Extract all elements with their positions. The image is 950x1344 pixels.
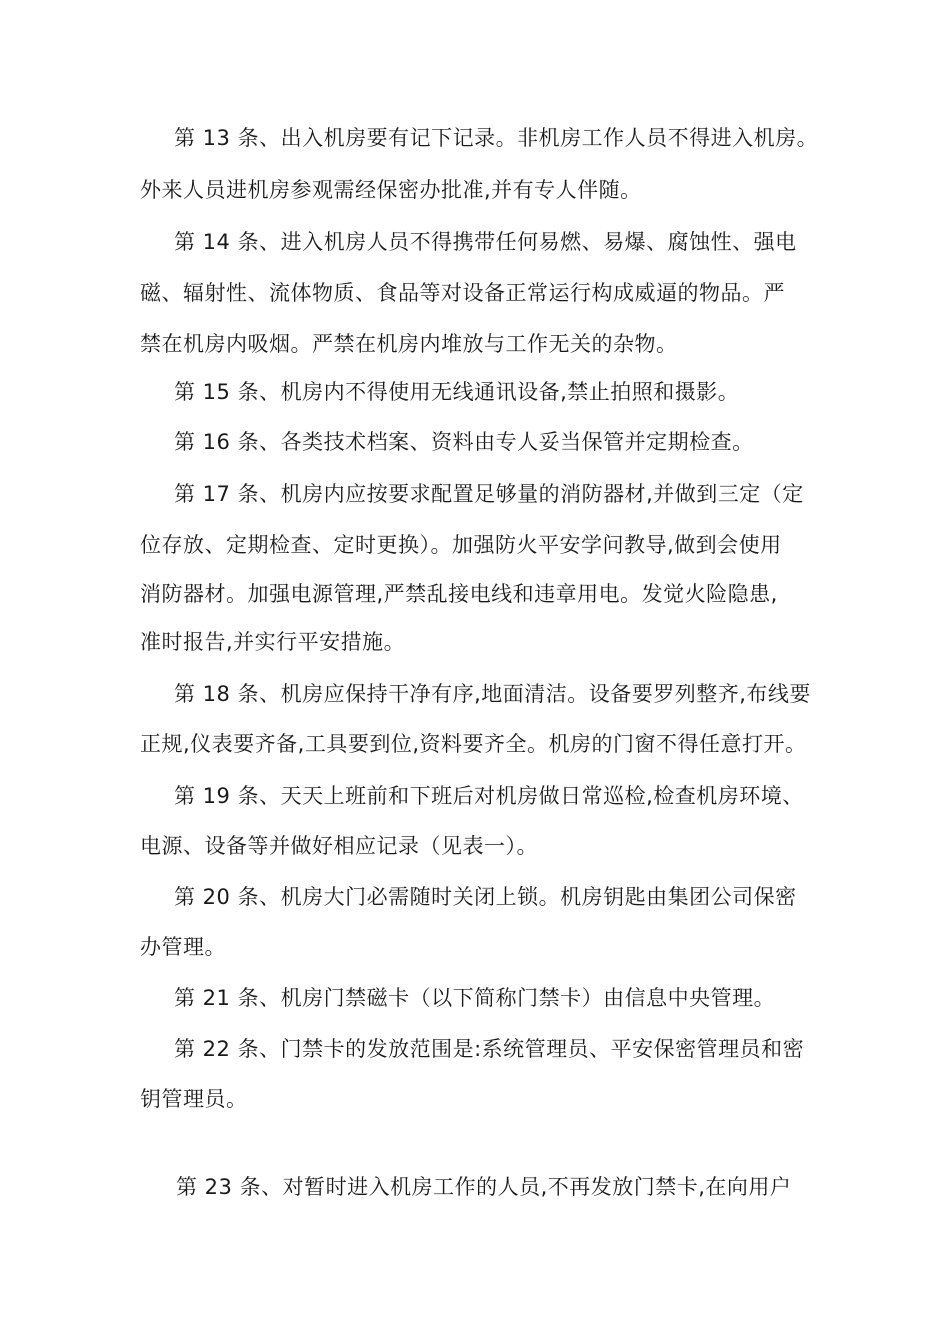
- article-17-line-2: 位存放、定期检查、定时更换）。加强防火平安学问教导,做到会使用: [140, 533, 782, 557]
- article-18-line-1: 第 18 条、机房应保持干净有序,地面清洁。设备要罗列整齐,布线要: [174, 682, 811, 706]
- article-22-line-2: 钥管理员。: [140, 1087, 248, 1111]
- article-17-line-3: 消防器材。加强电源管理,严禁乱接电线和违章用电。发觉火险隐患,: [140, 582, 778, 606]
- article-23-line-1: 第 23 条、对暂时进入机房工作的人员,不再发放门禁卡,在向用户: [176, 1175, 792, 1199]
- article-20-line-1: 第 20 条、机房大门必需随时关闭上锁。机房钥匙由集团公司保密: [174, 885, 797, 909]
- article-19-line-1: 第 19 条、天天上班前和下班后对机房做日常巡检,检查机房环境、: [174, 784, 804, 808]
- article-19-line-2: 电源、设备等并做好相应记录（见表一）。: [140, 834, 538, 858]
- article-16-line-1: 第 16 条、各类技术档案、资料由专人妥当保管并定期检查。: [174, 430, 754, 454]
- article-20-line-2: 办管理。: [140, 935, 226, 959]
- article-14-line-1: 第 14 条、进入机房人员不得携带任何易燃、易爆、腐蚀性、强电: [174, 230, 797, 254]
- article-14-line-3: 禁在机房内吸烟。严禁在机房内堆放与工作无关的杂物。: [140, 332, 678, 356]
- article-21-line-1: 第 21 条、机房门禁磁卡（以下简称门禁卡）由信息中央管理。: [174, 986, 776, 1010]
- article-17-line-1: 第 17 条、机房内应按要求配置足够量的消防器材,并做到三定（定: [174, 482, 804, 506]
- article-15-line-1: 第 15 条、机房内不得使用无线通讯设备,禁止拍照和摄影。: [174, 380, 740, 404]
- article-13-line-1: 第 13 条、出入机房要有记下记录。非机房工作人员不得进入机房。: [174, 126, 819, 150]
- article-14-line-2: 磁、辐射性、流体物质、食品等对设备正常运行构成威逼的物品。严: [140, 281, 785, 305]
- article-13-line-2: 外来人员进机房参观需经保密办批准,并有专人伴随。: [140, 178, 642, 202]
- article-22-line-1: 第 22 条、门禁卡的发放范围是:系统管理员、平安保密管理员和密: [174, 1037, 805, 1061]
- article-18-line-2: 正规,仪表要齐备,工具要到位,资料要齐全。机房的门窗不得任意打开。: [140, 732, 807, 756]
- article-17-line-4: 准时报告,并实行平安措施。: [140, 630, 406, 654]
